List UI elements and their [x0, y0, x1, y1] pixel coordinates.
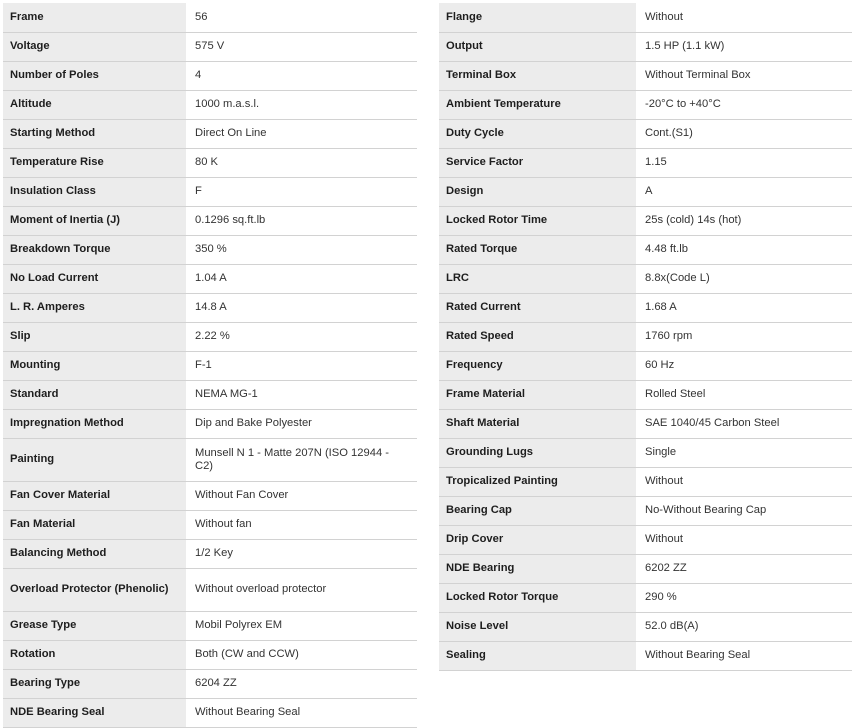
spec-label: Altitude — [3, 90, 186, 119]
spec-label: Rated Torque — [439, 235, 636, 264]
spec-value: SAE 1040/45 Carbon Steel — [636, 409, 852, 438]
spec-row-rotation — [3, 640, 417, 669]
spec-value: 6204 ZZ — [186, 669, 417, 698]
spec-row-standard — [3, 380, 417, 409]
spec-row-frame — [3, 3, 417, 32]
spec-value: Dip and Bake Polyester — [186, 409, 417, 438]
spec-label: Shaft Material — [439, 409, 636, 438]
spec-row-moment-of-inertia-j — [3, 206, 417, 235]
spec-value: 8.8x(Code L) — [636, 264, 852, 293]
spec-label: Duty Cycle — [439, 119, 636, 148]
specs-table-left — [3, 3, 417, 728]
spec-value: 60 Hz — [636, 351, 852, 380]
spec-value: Mobil Polyrex EM — [186, 611, 417, 640]
spec-label: Sealing — [439, 641, 636, 670]
spec-row-overload-protector-phenolic — [3, 568, 417, 611]
spec-label: Insulation Class — [3, 177, 186, 206]
spec-value: 1760 rpm — [636, 322, 852, 351]
spec-value: 1.68 A — [636, 293, 852, 322]
specs-table-right-body — [439, 3, 852, 670]
spec-label: Painting — [3, 438, 186, 481]
spec-row-temperature-rise — [3, 148, 417, 177]
spec-row-impregnation-method — [3, 409, 417, 438]
spec-label: LRC — [439, 264, 636, 293]
spec-row-grounding-lugs — [439, 438, 852, 467]
spec-value: 290 % — [636, 583, 852, 612]
spec-value: Without Terminal Box — [636, 61, 852, 90]
spec-value: 575 V — [186, 32, 417, 61]
spec-label: Locked Rotor Torque — [439, 583, 636, 612]
spec-label: Bearing Cap — [439, 496, 636, 525]
spec-row-rated-torque — [439, 235, 852, 264]
spec-value: 4.48 ft.lb — [636, 235, 852, 264]
spec-label: Design — [439, 177, 636, 206]
spec-row-tropicalized-painting — [439, 467, 852, 496]
spec-label: Noise Level — [439, 612, 636, 641]
spec-label: Service Factor — [439, 148, 636, 177]
spec-row-output — [439, 32, 852, 61]
spec-row-design — [439, 177, 852, 206]
spec-row-noise-level — [439, 612, 852, 641]
spec-value: 25s (cold) 14s (hot) — [636, 206, 852, 235]
specs-table-left-body — [3, 3, 417, 727]
spec-label: Rated Current — [439, 293, 636, 322]
spec-value: 6202 ZZ — [636, 554, 852, 583]
spec-row-insulation-class — [3, 177, 417, 206]
spec-label: L. R. Amperes — [3, 293, 186, 322]
spec-row-slip — [3, 322, 417, 351]
spec-row-no-load-current — [3, 264, 417, 293]
spec-row-locked-rotor-torque — [439, 583, 852, 612]
spec-label: NDE Bearing — [439, 554, 636, 583]
spec-label: No Load Current — [3, 264, 186, 293]
spec-label: Terminal Box — [439, 61, 636, 90]
spec-row-shaft-material — [439, 409, 852, 438]
spec-value: A — [636, 177, 852, 206]
spec-value: 1.5 HP (1.1 kW) — [636, 32, 852, 61]
spec-row-breakdown-torque — [3, 235, 417, 264]
spec-label: Fan Material — [3, 510, 186, 539]
spec-label: Locked Rotor Time — [439, 206, 636, 235]
spec-label: Bearing Type — [3, 669, 186, 698]
spec-value: Without overload protector — [186, 568, 417, 611]
spec-value: Without — [636, 3, 852, 32]
spec-label: Starting Method — [3, 119, 186, 148]
spec-value: F-1 — [186, 351, 417, 380]
spec-value: 14.8 A — [186, 293, 417, 322]
spec-row-bearing-cap — [439, 496, 852, 525]
spec-value: F — [186, 177, 417, 206]
spec-row-terminal-box — [439, 61, 852, 90]
spec-value: No-Without Bearing Cap — [636, 496, 852, 525]
spec-value: 80 K — [186, 148, 417, 177]
spec-value: Without — [636, 525, 852, 554]
spec-value: 350 % — [186, 235, 417, 264]
specs-table-right — [439, 3, 852, 671]
spec-row-fan-cover-material — [3, 481, 417, 510]
spec-label: Rated Speed — [439, 322, 636, 351]
spec-label: Output — [439, 32, 636, 61]
spec-value: 1.15 — [636, 148, 852, 177]
spec-value: Without fan — [186, 510, 417, 539]
spec-row-l-r-amperes — [3, 293, 417, 322]
spec-label: Number of Poles — [3, 61, 186, 90]
spec-value: 0.1296 sq.ft.lb — [186, 206, 417, 235]
spec-label: Tropicalized Painting — [439, 467, 636, 496]
spec-value: Munsell N 1 - Matte 207N (ISO 12944 - C2) — [186, 438, 417, 481]
spec-label: Slip — [3, 322, 186, 351]
spec-label: Grounding Lugs — [439, 438, 636, 467]
spec-row-mounting — [3, 351, 417, 380]
spec-label: Voltage — [3, 32, 186, 61]
spec-value: 56 — [186, 3, 417, 32]
spec-row-bearing-type — [3, 669, 417, 698]
spec-value: Single — [636, 438, 852, 467]
spec-row-nde-bearing — [439, 554, 852, 583]
spec-row-grease-type — [3, 611, 417, 640]
spec-label: Mounting — [3, 351, 186, 380]
spec-value: NEMA MG-1 — [186, 380, 417, 409]
spec-row-fan-material — [3, 510, 417, 539]
spec-row-rated-current — [439, 293, 852, 322]
spec-row-painting — [3, 438, 417, 481]
spec-row-ambient-temperature — [439, 90, 852, 119]
spec-value: -20°C to +40°C — [636, 90, 852, 119]
spec-row-starting-method — [3, 119, 417, 148]
spec-label: Balancing Method — [3, 539, 186, 568]
spec-label: Drip Cover — [439, 525, 636, 554]
spec-value: 1.04 A — [186, 264, 417, 293]
spec-value: 1/2 Key — [186, 539, 417, 568]
spec-row-flange — [439, 3, 852, 32]
spec-row-lrc — [439, 264, 852, 293]
spec-label: Frequency — [439, 351, 636, 380]
spec-label: Flange — [439, 3, 636, 32]
spec-label: Temperature Rise — [3, 148, 186, 177]
spec-row-service-factor — [439, 148, 852, 177]
spec-value: Without Bearing Seal — [186, 698, 417, 727]
spec-row-frame-material — [439, 380, 852, 409]
spec-label: Rotation — [3, 640, 186, 669]
spec-row-altitude — [3, 90, 417, 119]
spec-row-nde-bearing-seal — [3, 698, 417, 727]
spec-row-sealing — [439, 641, 852, 670]
spec-value: Direct On Line — [186, 119, 417, 148]
spec-label: Frame Material — [439, 380, 636, 409]
spec-row-voltage — [3, 32, 417, 61]
spec-row-balancing-method — [3, 539, 417, 568]
spec-label: Moment of Inertia (J) — [3, 206, 186, 235]
spec-label: Overload Protector (Phenolic) — [3, 568, 186, 611]
spec-value: Both (CW and CCW) — [186, 640, 417, 669]
spec-label: Fan Cover Material — [3, 481, 186, 510]
spec-value: Rolled Steel — [636, 380, 852, 409]
spec-label: Standard — [3, 380, 186, 409]
spec-value: Without — [636, 467, 852, 496]
spec-label: Grease Type — [3, 611, 186, 640]
spec-label: Ambient Temperature — [439, 90, 636, 119]
spec-label: NDE Bearing Seal — [3, 698, 186, 727]
spec-value: 52.0 dB(A) — [636, 612, 852, 641]
spec-row-locked-rotor-time — [439, 206, 852, 235]
spec-row-duty-cycle — [439, 119, 852, 148]
spec-value: Without Fan Cover — [186, 481, 417, 510]
spec-value: 2.22 % — [186, 322, 417, 351]
spec-label: Frame — [3, 3, 186, 32]
spec-row-number-of-poles — [3, 61, 417, 90]
spec-row-drip-cover — [439, 525, 852, 554]
spec-row-rated-speed — [439, 322, 852, 351]
spec-value: 1000 m.a.s.l. — [186, 90, 417, 119]
spec-label: Breakdown Torque — [3, 235, 186, 264]
spec-label: Impregnation Method — [3, 409, 186, 438]
spec-value: Cont.(S1) — [636, 119, 852, 148]
spec-value: 4 — [186, 61, 417, 90]
spec-value: Without Bearing Seal — [636, 641, 852, 670]
spec-row-frequency — [439, 351, 852, 380]
